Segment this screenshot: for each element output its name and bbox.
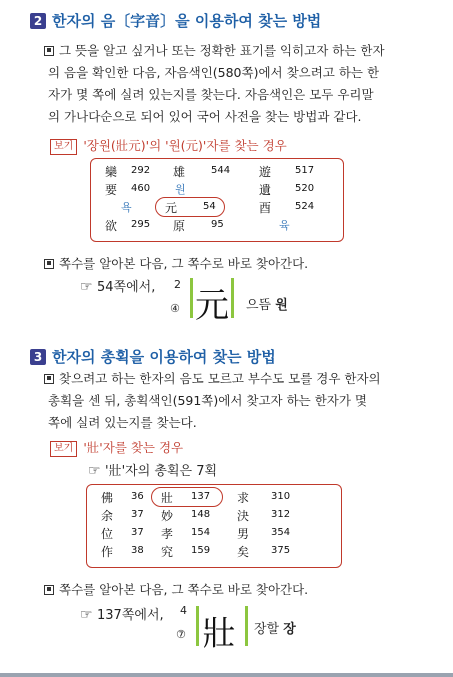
meaning-prefix: 장할 (254, 622, 280, 637)
section-2-paragraph (44, 368, 440, 434)
table-cell: 38 (131, 545, 144, 556)
table-cell: 酉 (259, 201, 272, 215)
table-cell: 欲 (105, 219, 118, 233)
section-2-index-table (86, 484, 342, 568)
section-2-note (88, 460, 217, 479)
table-cell: 148 (191, 509, 211, 520)
pointing-hand-icon: ☞ (80, 279, 93, 295)
table-cell: 36 (131, 491, 144, 502)
bullet-icon (44, 374, 54, 384)
section-1-number: 2 (30, 13, 46, 29)
hand-text: 54쪽에서, (97, 280, 156, 295)
bullet-icon (44, 585, 54, 595)
table-cell: 310 (271, 491, 291, 502)
table-cell: 54 (203, 201, 216, 212)
circle-number: ④ (170, 302, 180, 315)
meaning-prefix: 으뜸 (246, 298, 272, 313)
section-1-example (50, 136, 287, 155)
table-cell: 遊 (259, 165, 272, 179)
table-cell: 354 (271, 527, 291, 538)
table-cell: 517 (295, 165, 315, 176)
table-cell: 遺 (259, 183, 272, 197)
step-text: 쪽수를 알아본 다음, 그 쪽수로 바로 찾아간다. (59, 582, 309, 597)
para-line: 의 가나다순으로 되어 있어 국어 사전을 찾는 방법과 같다. (48, 109, 362, 124)
example-text: '壯'자를 찾는 경우 (83, 440, 184, 455)
table-cell: 육 (279, 219, 290, 232)
section-2-hand-line (80, 604, 164, 623)
table-cell: 375 (271, 545, 291, 556)
stroke-count: 4 (180, 604, 187, 617)
para-line: 자가 몇 쪽에 실려 있는지를 찾는다. 자음색인은 모두 우리말 (48, 87, 374, 102)
section-1-hand-line (80, 276, 155, 295)
table-cell: 壯 (161, 491, 174, 505)
table-cell: 位 (101, 527, 114, 541)
para-line: 쪽에 실려 있는지를 찾는다. (48, 415, 197, 430)
table-cell: 37 (131, 509, 144, 520)
step-text: 쪽수를 알아본 다음, 그 쪽수로 바로 찾아간다. (59, 256, 309, 271)
table-cell: 520 (295, 183, 315, 194)
headword-char: 元 (195, 286, 229, 326)
table-cell: 524 (295, 201, 315, 212)
table-cell: 295 (131, 219, 151, 230)
table-cell: 孝 (161, 527, 174, 541)
table-cell: 究 (161, 545, 174, 559)
para-line: 그 뜻을 알고 싶거나 또는 정확한 표기를 익히고자 하는 한자 (59, 43, 385, 58)
pointing-hand-icon: ☞ (88, 463, 101, 479)
table-cell: 男 (237, 527, 250, 541)
table-cell: 元 (165, 201, 178, 215)
table-cell: 原 (173, 219, 186, 233)
bullet-icon (44, 46, 54, 56)
table-cell: 312 (271, 509, 291, 520)
section-1-title (30, 10, 321, 31)
section-1-title-text: 한자의 음〔字音〕을 이용하여 찾는 방법 (52, 12, 322, 30)
page-bottom-edge (0, 673, 453, 677)
table-cell: 作 (101, 545, 114, 559)
para-line: 찾으려고 하는 한자의 음도 모르고 부수도 모를 경우 한자의 (59, 371, 381, 386)
example-tag: 보기 (50, 139, 77, 155)
table-cell: 욕 (121, 201, 132, 214)
table-cell: 37 (131, 527, 144, 538)
table-cell: 求 (237, 491, 250, 505)
bullet-icon (44, 259, 54, 269)
table-cell: 원 (175, 183, 186, 196)
example-tag: 보기 (50, 441, 77, 457)
table-cell: 佛 (101, 491, 114, 505)
meaning-word: 장 (283, 622, 296, 637)
section-1-paragraph (44, 40, 440, 128)
circle-number: ⑦ (176, 628, 186, 641)
section-2-example (50, 438, 183, 457)
section-1-step (44, 254, 308, 272)
para-line: 총획을 센 뒤, 총획색인(591쪽)에서 찾고자 하는 한자가 몇 (48, 393, 367, 408)
note-text: '壯'자의 총획은 7획 (105, 464, 218, 479)
table-cell: 137 (191, 491, 211, 502)
table-cell: 雄 (173, 165, 186, 179)
table-cell: 決 (237, 509, 250, 523)
table-cell: 544 (211, 165, 231, 176)
section-2-step (44, 580, 308, 598)
table-cell: 154 (191, 527, 211, 538)
section-2-title-text: 한자의 총획을 이용하여 찾는 방법 (52, 348, 276, 366)
table-cell: 矣 (237, 545, 250, 559)
meaning-word: 원 (275, 298, 288, 313)
table-cell: 要 (105, 183, 118, 197)
table-cell: 95 (211, 219, 224, 230)
stroke-count: 2 (174, 278, 181, 291)
headword-meaning (254, 618, 296, 637)
para-line: 의 음을 확인한 다음, 자음색인(580쪽)에서 찾으려고 하는 한 (48, 65, 380, 80)
table-cell: 欒 (105, 165, 118, 179)
table-cell: 妙 (161, 509, 174, 523)
table-cell: 292 (131, 165, 151, 176)
table-cell: 460 (131, 183, 151, 194)
table-cell: 159 (191, 545, 211, 556)
hand-text: 137쪽에서, (97, 608, 164, 623)
section-1-index-table (90, 158, 344, 242)
pointing-hand-icon: ☞ (80, 607, 93, 623)
table-cell: 余 (101, 509, 114, 523)
headword-char: 壯 (202, 614, 236, 654)
example-text: '장원(壯元)'의 '원(元)'자를 찾는 경우 (83, 138, 287, 153)
headword-meaning (246, 294, 288, 313)
section-2-number: 3 (30, 349, 46, 365)
section-2-title (30, 346, 276, 367)
